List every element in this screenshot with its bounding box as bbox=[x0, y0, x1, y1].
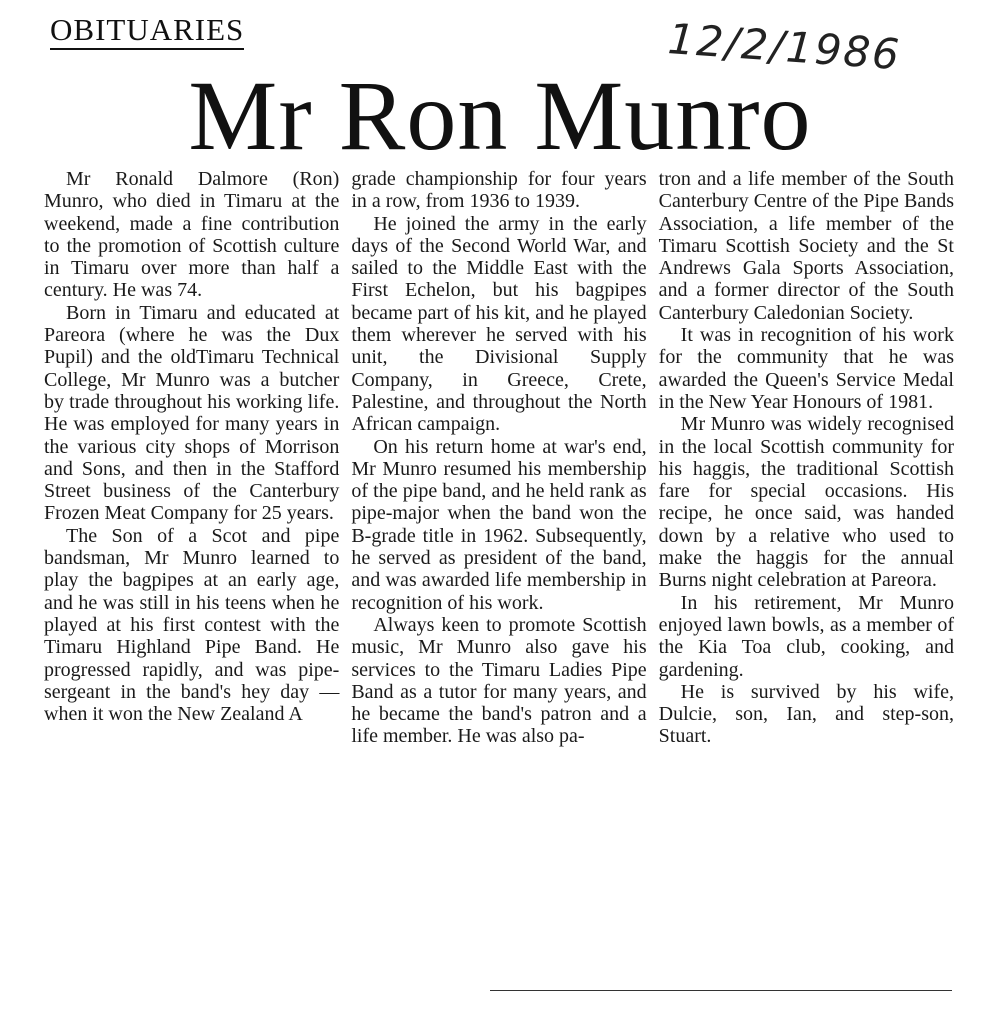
paragraph: Mr Ronald Dalmore (Ron) Munro, who died in Timaru at the weekend, made a fine contribution to the promotion of Scottish culture in Timaru over more than half a century. He was 74. bbox=[44, 168, 340, 302]
paragraph: He is survived by his wife, Dulcie, son, Ian, and step-son, Stuart. bbox=[658, 680, 954, 748]
paragraph: Always keen to promote Scottish music, Mr Munro also gave his services to the Timaru Ladies Pipe Band as a tutor for many years, and he became the band's patron and a life member. He was also pa- bbox=[351, 613, 647, 748]
paragraph: Mr Munro was widely recognised in the local Scottish community for his haggis, the traditional Scottish fare for special occasions. His recipe, he once said, was handed down by a relative who used to make the haggis for the annual Burns night celebration at Pareora. bbox=[658, 413, 954, 592]
headline: Mr Ron Munro bbox=[188, 60, 812, 171]
section-label: OBITUARIES bbox=[50, 14, 244, 50]
paragraph: In his retirement, Mr Munro enjoyed lawn bowls, as a member of the Kia Toa club, cooking, and gardening. bbox=[658, 591, 954, 681]
paragraph: It was in recognition of his work for the community that he was awarded the Queen's Service Medal in the New Year Honours of 1981. bbox=[658, 324, 954, 413]
paragraph: The Son of a Scot and pipe bandsman, Mr Munro learned to play the bagpipes at an early age, and he was still in his teens when he played at his first contest with the Timaru Highland Pipe Band. He progressed rapidly, and was pipe-sergeant in the band's hey day — when it won the New Zealand A bbox=[44, 524, 340, 726]
paragraph: tron and a life member of the South Canterbury Centre of the Pipe Bands Association, a life member of the Timaru Scottish Society and the St Andrews Gala Sports Association, and a former director of the South Canterbury Caledonian Society. bbox=[658, 168, 954, 324]
paragraph: On his return home at war's end, Mr Munro resumed his membership of the pipe band, and he held rank as pipe-major when the band won the B-grade title in 1962. Subsequently, he served as president of the band, and was awarded life membership in recognition of his work. bbox=[351, 435, 647, 614]
bottom-rule bbox=[490, 990, 952, 991]
column-3 bbox=[659, 168, 954, 980]
paragraph: He joined the army in the early days of the Second World War, and sailed to the Middle East with the First Echelon, but his bagpipes became part of his kit, and he played them wherever he served with his unit, the Divisional Supply Company, in Greece, Crete, Palestine, and throughout the North African campaign. bbox=[351, 212, 647, 436]
paragraph: Born in Timaru and educated at Pareora (where he was the Dux Pupil) and the oldTimaru Technical College, Mr Munro was a butcher by trade throughout his working life. He was employed for many years in the various city shops of Morrison and Sons, and then in the Stafford Street business of the Canterbury Frozen Meat Company for 25 years. bbox=[44, 301, 340, 525]
column-2 bbox=[351, 168, 646, 980]
column-1 bbox=[44, 168, 339, 980]
article-body bbox=[44, 168, 954, 980]
handwritten-date: 12/2/1986 bbox=[666, 14, 903, 80]
paragraph: grade championship for four years in a row, from 1936 to 1939. bbox=[351, 168, 647, 213]
